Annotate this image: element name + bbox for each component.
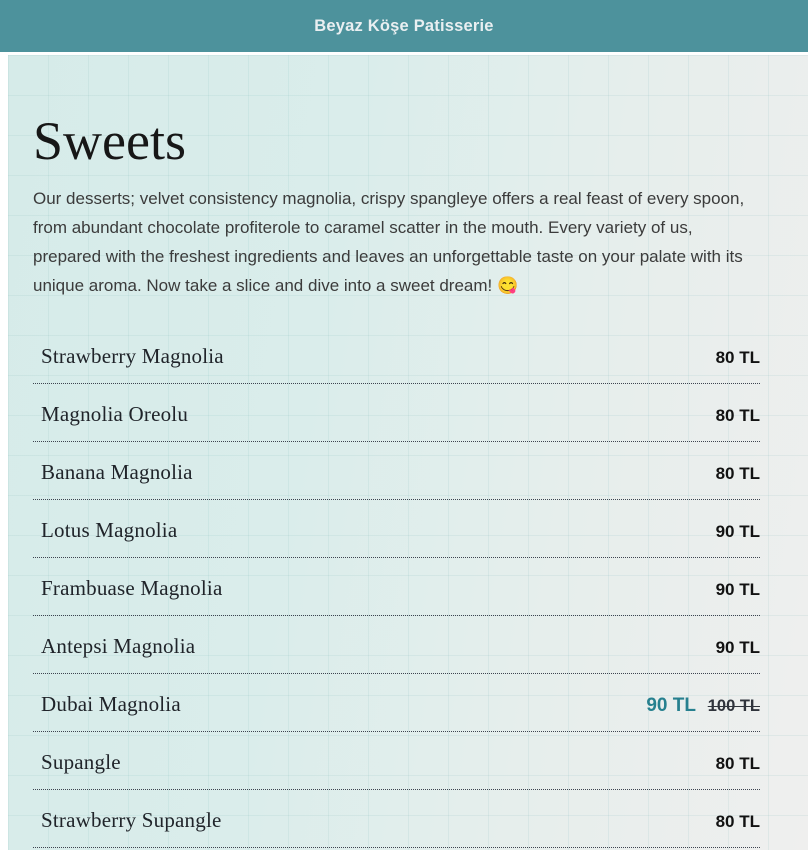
item-name: Lotus Magnolia (41, 517, 178, 542)
item-name: Magnolia Oreolu (41, 401, 189, 426)
item-price (646, 695, 760, 717)
item-price: 90 TL (715, 579, 760, 599)
item-price: 80 TL (715, 811, 760, 831)
menu-page (8, 55, 808, 850)
item-name: Supangle (41, 749, 121, 774)
item-name: Strawberry Magnolia (41, 343, 224, 368)
item-name: Dubai Magnolia (41, 691, 181, 716)
menu-row (33, 384, 760, 442)
original-price-strikethrough: 100 TL (707, 696, 760, 715)
item-price: 80 TL (715, 347, 760, 367)
item-name: Antepsi Magnolia (41, 633, 196, 658)
menu-row-discounted (33, 674, 760, 732)
item-price: 80 TL (715, 753, 760, 773)
menu-row (33, 790, 760, 848)
menu-row (33, 616, 760, 674)
item-name: Strawberry Supangle (41, 807, 222, 832)
menu-row (33, 558, 760, 616)
menu-row (33, 326, 760, 384)
menu-row (33, 732, 760, 790)
menu-row (33, 442, 760, 500)
item-price: 80 TL (715, 405, 760, 425)
item-price: 90 TL (715, 521, 760, 541)
app-title: Beyaz Köşe Patisserie (314, 16, 494, 35)
app-header (0, 0, 808, 52)
menu-row (33, 500, 760, 558)
item-name: Banana Magnolia (41, 459, 193, 484)
item-price: 80 TL (715, 463, 760, 483)
item-name: Frambuase Magnolia (41, 575, 223, 600)
page-title: Sweets (33, 111, 186, 171)
page-description: Our desserts; velvet consistency magnolia, crispy spangleye offers a real feast of every spoon, from abundant chocolate profiterole to caramel scatter in the mouth. Every variety of us, prepared with the freshest ingredients and leaves an unforgettable taste on your palate with its unique aroma. Now take a slice and dive into a sweet dream! 😋 (33, 188, 745, 295)
discounted-price: 90 TL (646, 694, 696, 716)
menu-list (33, 326, 760, 848)
item-price: 90 TL (715, 637, 760, 657)
